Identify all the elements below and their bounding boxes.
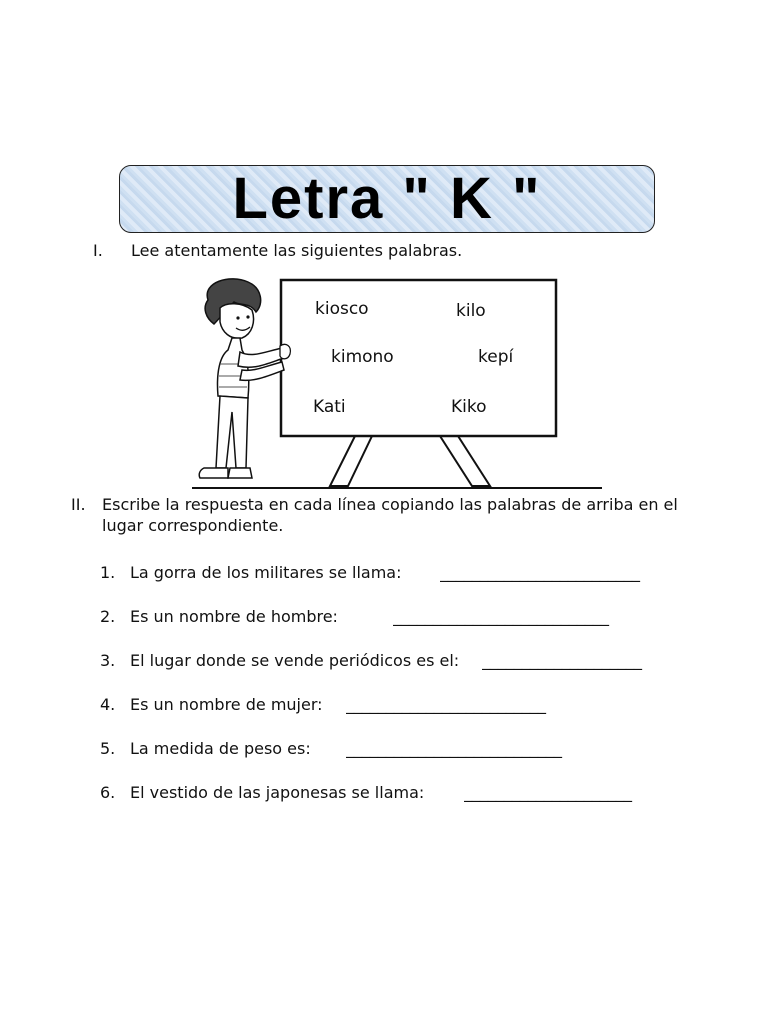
question-number: 1. [100, 563, 116, 582]
question-text: La medida de peso es: [130, 739, 311, 758]
question-text: Es un nombre de hombre: [130, 607, 338, 626]
answer-line[interactable]: ___________________________ [346, 739, 562, 758]
question-6 [100, 782, 720, 804]
question-2 [100, 606, 720, 628]
answer-line[interactable]: _________________________ [346, 695, 546, 714]
page-title: Letra " K " [232, 166, 542, 231]
question-text: El vestido de las japonesas se llama: [130, 783, 425, 802]
answer-line[interactable]: ____________________ [482, 651, 642, 670]
board-word-4: kepí [478, 347, 514, 367]
section-1 [93, 240, 693, 262]
board-word-6: Kiko [451, 397, 487, 417]
section-2 [71, 494, 711, 538]
board-word-5: Kati [313, 397, 346, 417]
section-2-numeral: II. [71, 495, 86, 514]
question-number: 3. [100, 651, 116, 670]
question-text: La gorra de los militares se llama: [130, 563, 402, 582]
question-text: El lugar donde se vende periódicos es el: [130, 651, 460, 670]
question-number: 5. [100, 739, 116, 758]
section-2-instruction: Escribe la respuesta en cada línea copiando las palabras de arriba en el lugar correspondiente. [102, 495, 678, 535]
question-number: 2. [100, 607, 116, 626]
section-1-numeral: I. [93, 241, 103, 260]
section-1-instruction: Lee atentamente las siguientes palabras. [131, 241, 463, 260]
question-1 [100, 562, 720, 584]
board-word-1: kiosco [315, 299, 369, 319]
blackboard-illustration [190, 272, 610, 494]
board-word-2: kilo [456, 301, 486, 321]
question-3 [100, 650, 720, 672]
child-at-board-illustration [190, 272, 610, 494]
question-number: 4. [100, 695, 116, 714]
question-text: Es un nombre de mujer: [130, 695, 323, 714]
answer-line[interactable]: ___________________________ [393, 607, 609, 626]
question-number: 6. [100, 783, 116, 802]
board-word-3: kimono [331, 347, 394, 367]
answer-line[interactable]: _________________________ [440, 563, 640, 582]
answer-line[interactable]: _____________________ [464, 783, 632, 802]
question-5 [100, 738, 720, 760]
title-banner [119, 165, 655, 233]
question-4 [100, 694, 720, 716]
